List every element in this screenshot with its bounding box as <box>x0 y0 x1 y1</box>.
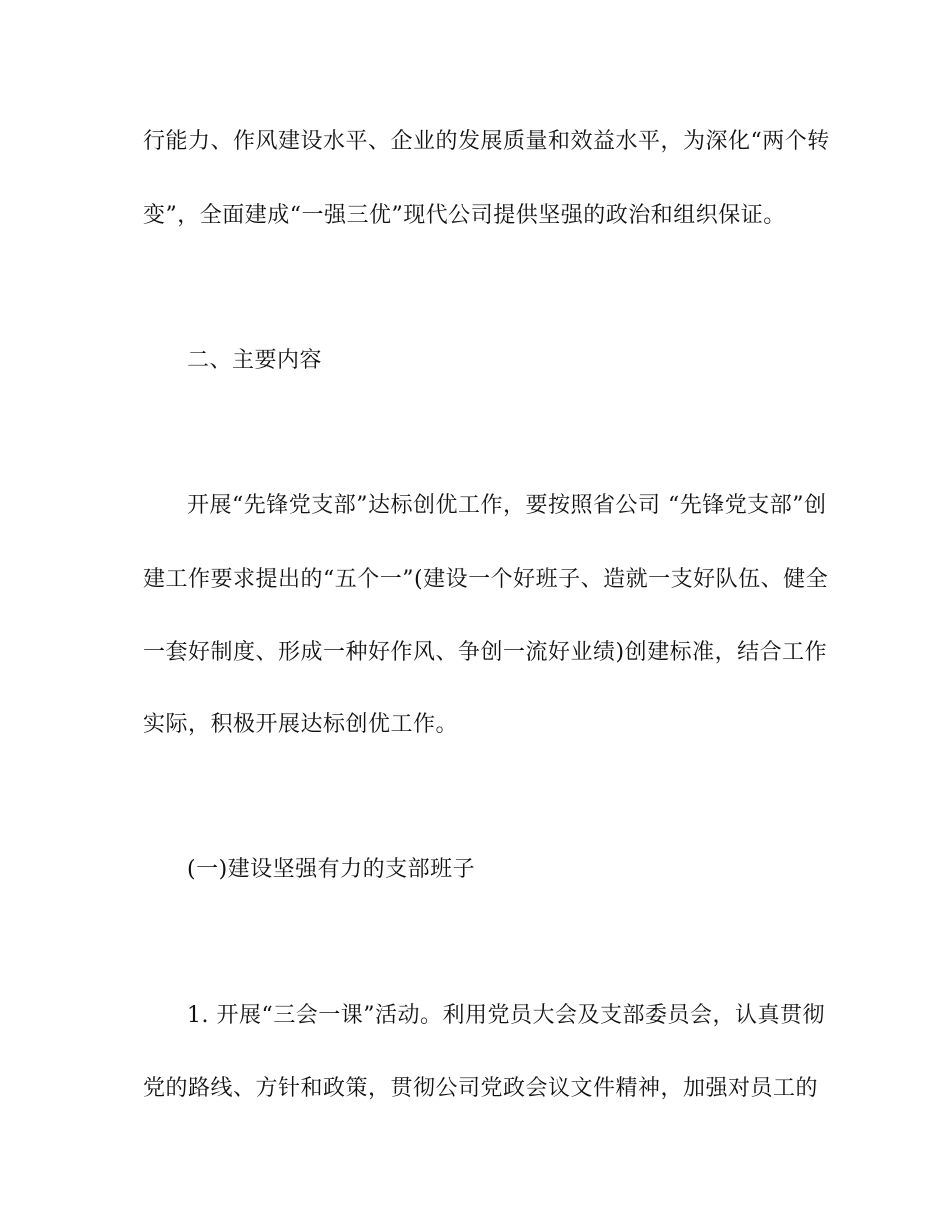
paragraph-line: 一套好制度、形成一种好作风、争创一流好业绩)创建标准，结合工作 <box>143 640 828 665</box>
paragraph-line: 1. 开展“三会一课”活动。利用党员大会及支部委员会，认真贯彻 <box>187 1003 825 1028</box>
paragraph-line: 开展“先锋党支部”达标创优工作，要按照省公司 “先锋党支部”创 <box>187 493 827 518</box>
section-heading: 二、主要内容 <box>187 348 323 373</box>
paragraph-line: 建工作要求提出的“五个一”(建设一个好班子、造就一支好队伍、健全 <box>143 567 829 592</box>
paragraph-line: 行能力、作风建设水平、企业的发展质量和效益水平，为深化“两个转 <box>143 129 830 154</box>
paragraph-line: 变”，全面建成“一强三优”现代公司提供坚强的政治和组织保证。 <box>143 203 786 228</box>
paragraph-line: 党的路线、方针和政策，贯彻公司党政会议文件精神，加强对员工的 <box>143 1076 819 1101</box>
subsection-heading: (一)建设坚强有力的支部班子 <box>187 857 476 882</box>
paragraph-line: 实际，积极开展达标创优工作。 <box>143 712 459 737</box>
